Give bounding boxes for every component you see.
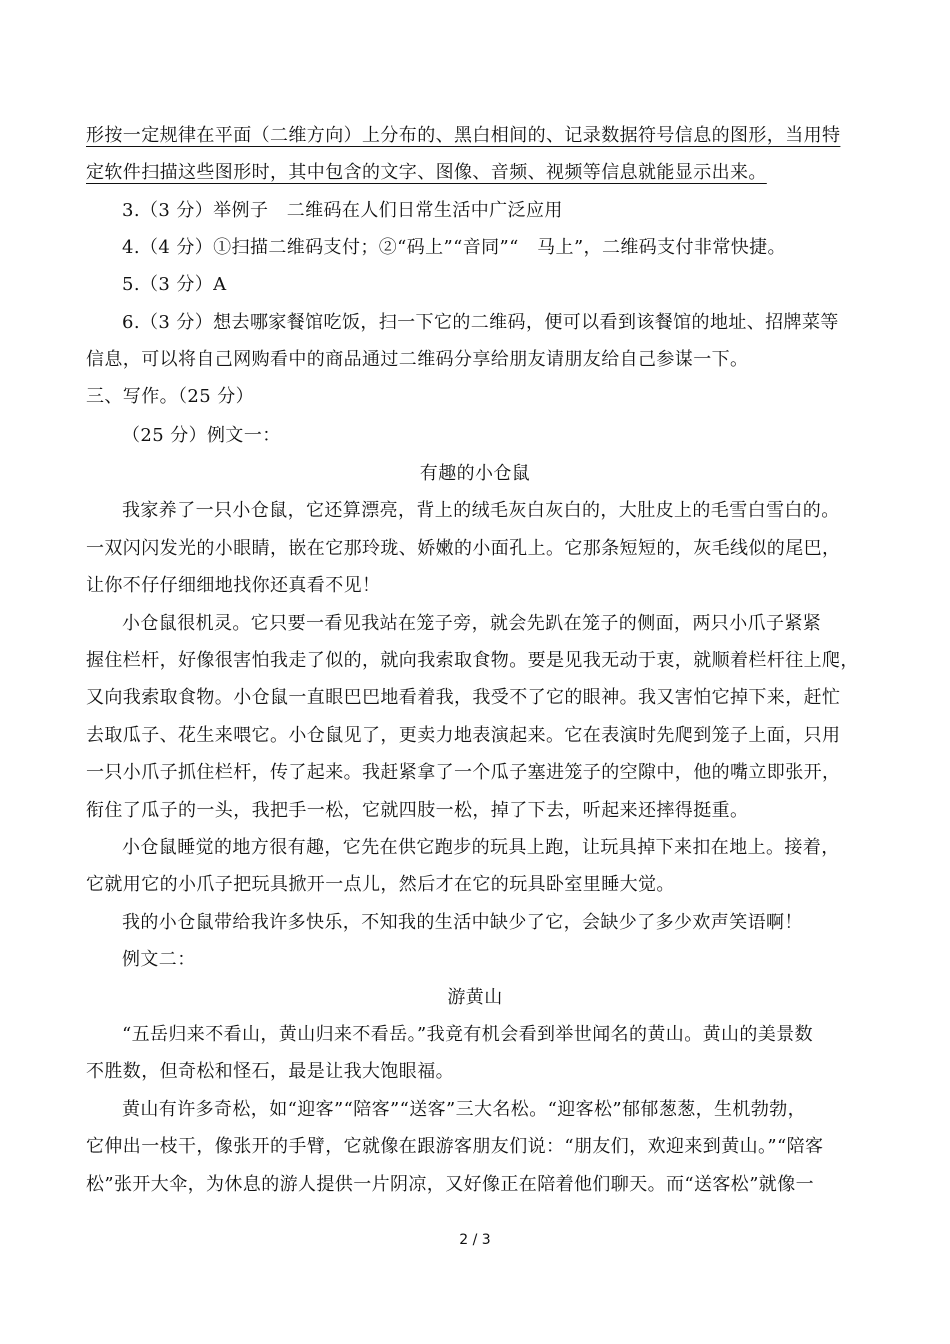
page-number: 2 / 3	[459, 1232, 491, 1248]
paragraph-line: 握住栏杆，好像很害怕我走了似的，就向我索取食物。要是见我无动于衷，就顺着栏杆往上爬，	[86, 650, 859, 671]
paragraph-line: 我家养了一只小仓鼠，它还算漂亮，背上的绒毛灰白灰白的，大肚皮上的毛雪白雪白的。	[122, 500, 840, 521]
paragraph-line: 去取瓜子、花生来喂它。小仓鼠见了，更卖力地表演起来。它在表演时先爬到笼子上面，只用	[86, 725, 841, 746]
paragraph-line: 不胜数，但奇松和怪石，最是让我大饱眼福。	[86, 1061, 454, 1082]
paragraph-line: 它伸出一枝干，像张开的手臂，它就像在跟游客朋友们说：“朋友们，欢迎来到黄山。”“陪客	[86, 1136, 824, 1157]
answer-item-6: 6.（3 分）想去哪家餐馆吃饭，扫一下它的二维码，便可以看到该餐馆的地址、招牌菜等	[122, 312, 839, 333]
essay-title: 游黄山	[447, 987, 503, 1008]
paragraph-line: “五岳归来不看山，黄山归来不看岳。”我竟有机会看到举世闻名的黄山。黄山的美景数	[122, 1024, 814, 1045]
section-heading: 三、写作。（25 分）	[86, 386, 255, 407]
paragraph-line: 松”张开大伞，为休息的游人提供一片阴凉，又好像正在陪着他们聊天。而“送客松”就像一	[86, 1174, 815, 1195]
answer-item-5: 5.（3 分）A	[122, 274, 227, 295]
paragraph-line: 小仓鼠很机灵。它只要一看见我站在笼子旁，就会先趴在笼子的侧面，两只小爪子紧紧	[122, 613, 822, 634]
example-label: 例文二：	[122, 949, 196, 970]
example-label: （25 分）例文一：	[122, 425, 281, 446]
paragraph-line: 黄山有许多奇松，如“迎客”“陪客”“送客”三大名松。“迎客松”郁郁葱葱，生机勃勃，	[122, 1099, 807, 1120]
answer-text-line: 定软件扫描这些图形时，其中包含的文字、图像、音频、视频等信息就能显示出来。	[86, 162, 767, 183]
answer-item-3: 3.（3 分）举例子 二维码在人们日常生活中广泛应用	[122, 200, 563, 221]
paragraph-line: 它就用它的小爪子把玩具掀开一点儿，然后才在它的玩具卧室里睡大觉。	[86, 874, 675, 895]
paragraph-line: 一双闪闪发光的小眼睛，嵌在它那玲珑、娇嫩的小面孔上。它那条短短的，灰毛线似的尾巴，	[86, 538, 841, 559]
paragraph-line: 又向我索取食物。小仓鼠一直眼巴巴地看着我，我受不了它的眼神。我又害怕它掉下来，赶忙	[86, 687, 841, 708]
essay-title: 有趣的小仓鼠	[419, 463, 531, 484]
paragraph-line: 让你不仔仔细细地找你还真看不见！	[86, 575, 381, 596]
answer-item-6-cont: 信息，可以将自己网购看中的商品通过二维码分享给朋友请朋友给自己参谋一下。	[86, 349, 749, 370]
paragraph-line: 小仓鼠睡觉的地方很有趣，它先在供它跑步的玩具上跑，让玩具掉下来扣在地上。接着，	[122, 837, 840, 858]
answer-text-line: 形按一定规律在平面（二维方向）上分布的、黑白相间的、记录数据符号信息的图形，当用特	[86, 125, 841, 146]
answer-item-4: 4.（4 分）①扫描二维码支付；②“码上”“音同”“ 马上”，二维码支付非常快捷。	[122, 237, 786, 258]
paragraph-line: 衔住了瓜子的一头，我把手一松，它就四肢一松，掉了下去，听起来还摔得挺重。	[86, 800, 749, 821]
paragraph-line: 我的小仓鼠带给我许多快乐，不知我的生活中缺少了它，会缺少了多少欢声笑语啊！	[122, 912, 803, 933]
paragraph-line: 一只小爪子抓住栏杆，传了起来。我赶紧拿了一个瓜子塞进笼子的空隙中，他的嘴立即张开，	[86, 762, 841, 783]
